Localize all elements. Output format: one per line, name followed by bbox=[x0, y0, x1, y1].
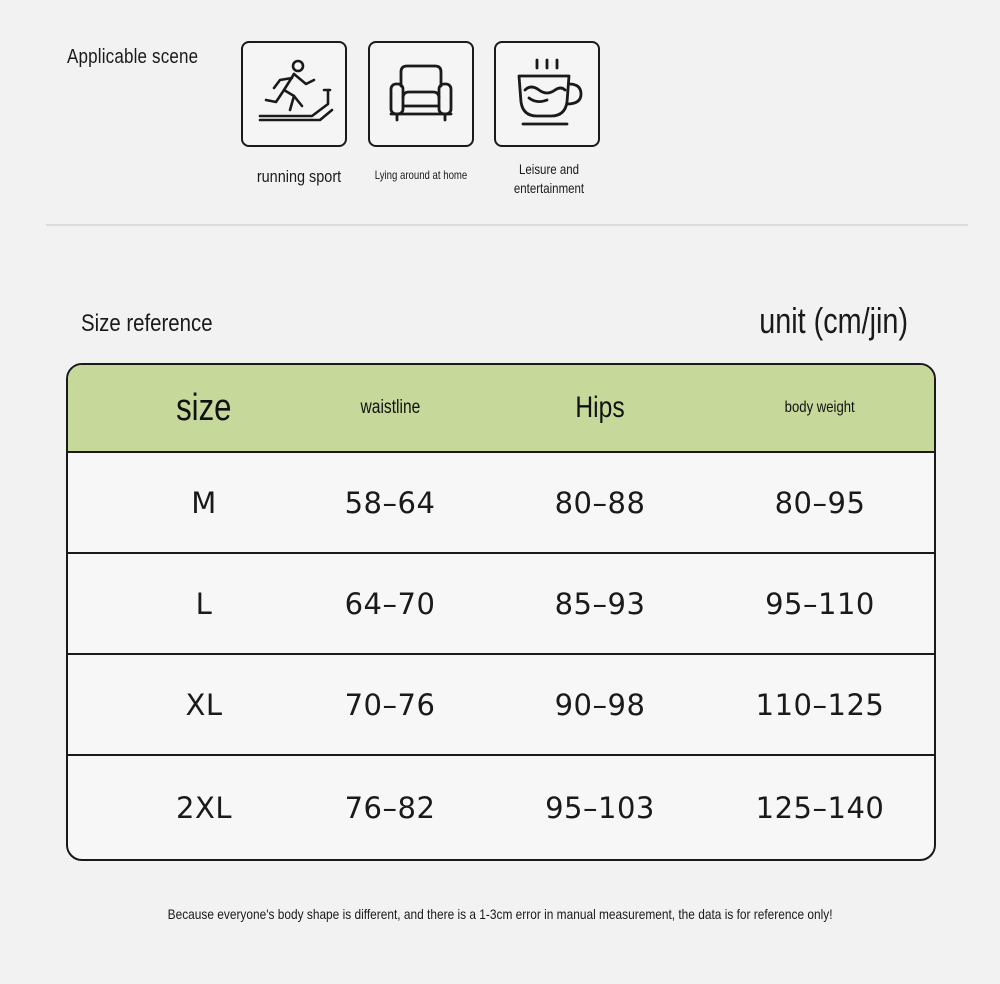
cell-body-weight: 80–95 bbox=[774, 485, 866, 520]
cell-size: XL bbox=[185, 687, 223, 722]
cell-body-weight: 110–125 bbox=[755, 687, 885, 722]
header-size: size bbox=[176, 386, 232, 429]
cell-hips: 80–88 bbox=[554, 485, 646, 520]
cell-waistline: 64–70 bbox=[344, 586, 436, 621]
header-body-weight: body weight bbox=[784, 399, 856, 416]
treadmill-running-icon bbox=[254, 54, 334, 134]
cell-waistline: 76–82 bbox=[344, 791, 436, 825]
leisure-scene-card bbox=[494, 41, 600, 147]
home-scene-label: Lying around at home bbox=[374, 168, 468, 182]
table-row bbox=[68, 655, 934, 756]
cell-size: M bbox=[191, 485, 217, 520]
home-scene-card bbox=[368, 41, 474, 147]
table-row bbox=[68, 554, 934, 655]
leisure-scene-label-line2: entertainment bbox=[513, 179, 585, 196]
size-table bbox=[66, 363, 936, 861]
section-divider bbox=[46, 224, 968, 226]
table-row bbox=[68, 453, 934, 554]
cell-waistline: 58–64 bbox=[344, 485, 436, 520]
cell-hips: 95–103 bbox=[545, 791, 655, 825]
cell-waistline: 70–76 bbox=[344, 687, 436, 722]
table-header bbox=[68, 365, 934, 453]
cell-body-weight: 125–140 bbox=[755, 791, 885, 825]
coffee-cup-icon bbox=[507, 54, 587, 134]
disclaimer-footnote: Because everyone's body shape is different, and there is a 1-3cm error in manual measurement, the data is for reference only! bbox=[167, 906, 833, 922]
cell-size: L bbox=[195, 586, 213, 621]
leisure-scene-label-line1: Leisure and bbox=[518, 161, 579, 177]
table-row bbox=[68, 756, 934, 860]
header-waistline: waistline bbox=[360, 397, 420, 418]
leisure-scene-label bbox=[496, 160, 603, 198]
size-reference-title: Size reference bbox=[81, 310, 213, 337]
unit-label: unit (cm/jin) bbox=[759, 300, 908, 341]
running-scene-label: running sport bbox=[256, 167, 342, 186]
running-scene-card bbox=[241, 41, 347, 147]
cell-size: 2XL bbox=[176, 791, 232, 825]
header-hips: Hips bbox=[575, 391, 625, 424]
armchair-icon bbox=[381, 54, 461, 134]
cell-body-weight: 95–110 bbox=[765, 586, 875, 621]
cell-hips: 90–98 bbox=[554, 687, 646, 722]
cell-hips: 85–93 bbox=[554, 586, 646, 621]
scene-title: Applicable scene bbox=[67, 46, 199, 68]
